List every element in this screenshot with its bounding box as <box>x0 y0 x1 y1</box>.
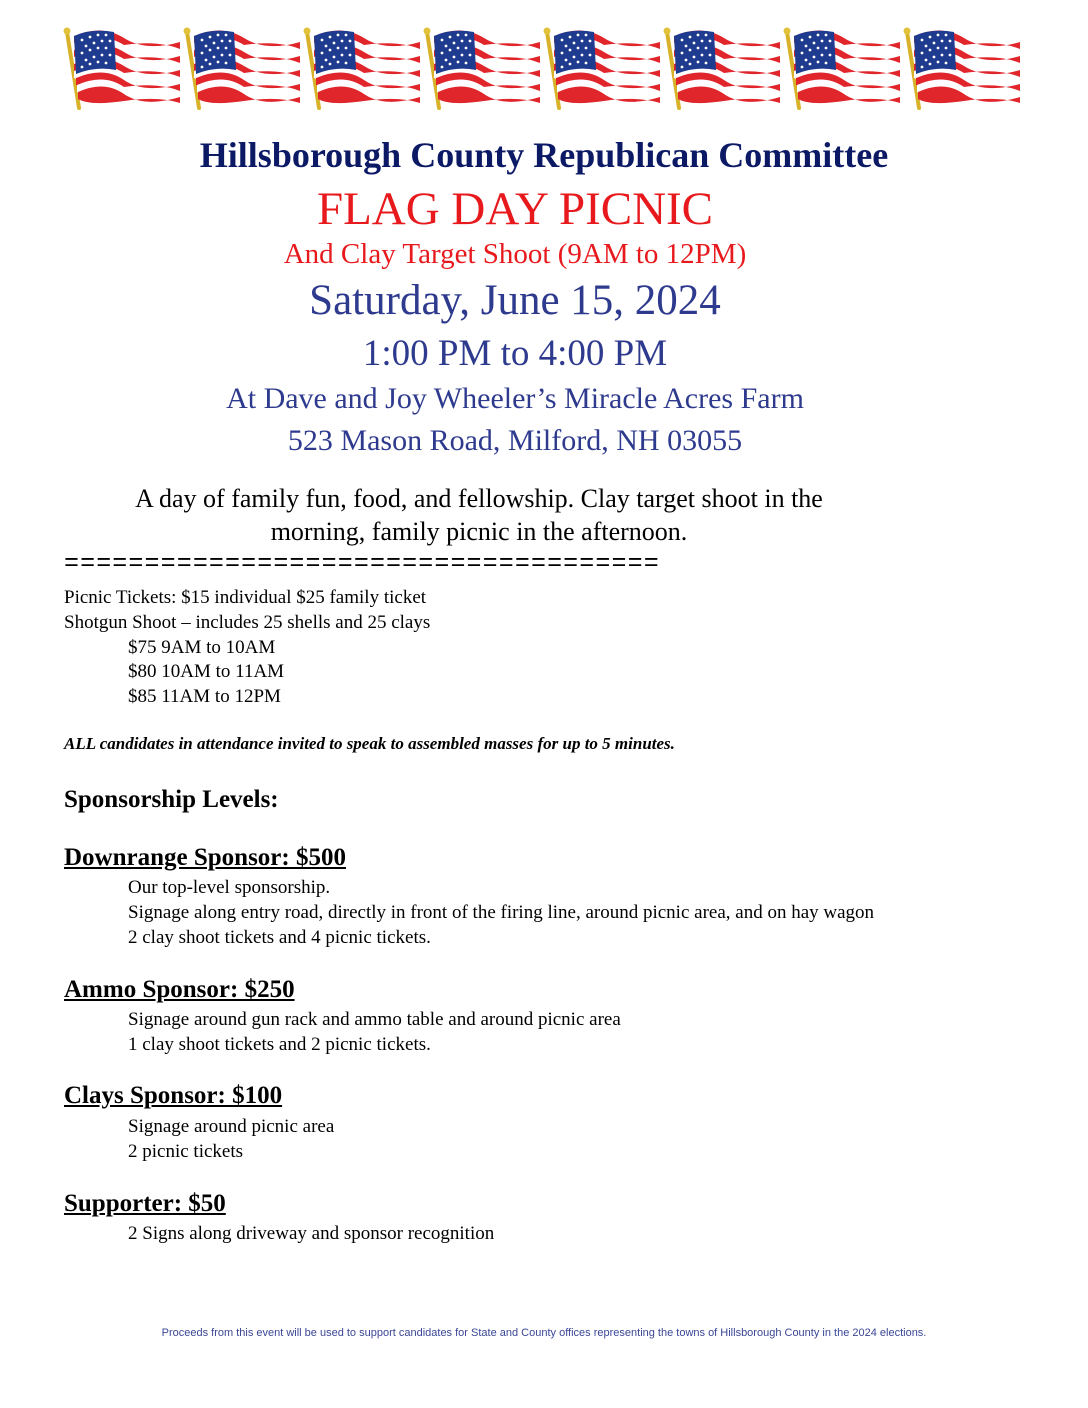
us-flag-icon <box>782 22 906 114</box>
us-flag-icon <box>302 22 426 114</box>
shoot-slot: $85 11AM to 12PM <box>128 686 281 707</box>
sponsor-level-detail: Signage around picnic area <box>128 1116 335 1137</box>
sponsorship-heading: Sponsorship Levels: <box>64 786 279 813</box>
shoot-slot: $80 10AM to 11AM <box>128 661 285 682</box>
flag-banner <box>62 22 1032 114</box>
shotgun-shoot-text: Shotgun Shoot – includes 25 shells and 25 clays <box>64 612 431 633</box>
picnic-tickets-text: Picnic Tickets: $15 individual $25 family ticket <box>64 587 427 608</box>
sponsor-level-title: Supporter: $50 <box>64 1190 226 1217</box>
sponsor-level-detail: 2 Signs along driveway and sponsor recognition <box>128 1223 495 1244</box>
event-time: 1:00 PM to 4:00 PM <box>362 333 668 374</box>
event-date: Saturday, June 15, 2024 <box>309 277 721 324</box>
sponsor-level-detail: 2 clay shoot tickets and 4 picnic tickets. <box>128 927 431 948</box>
sponsor-level-title: Clays Sponsor: $100 <box>64 1082 283 1109</box>
sponsor-level-detail: Signage around gun rack and ammo table and around picnic area <box>128 1009 621 1030</box>
event-venue: At Dave and Joy Wheeler’s Miracle Acres Farm <box>226 382 804 415</box>
sponsor-level-detail: Signage along entry road, directly in front of the firing line, around picnic area, and on hay wagon <box>128 902 875 923</box>
section-divider: ===================================== <box>64 549 660 578</box>
sponsor-level-detail: 2 picnic tickets <box>128 1141 244 1162</box>
sponsor-level-detail: Our top-level sponsorship. <box>128 877 331 898</box>
shoot-slot: $75 9AM to 10AM <box>128 637 276 658</box>
sponsor-level-title: Downrange Sponsor: $500 <box>64 844 346 871</box>
description-line-1: A day of family fun, food, and fellowship. Clay target shoot in the <box>135 484 823 513</box>
footer-note: Proceeds from this event will be used to support candidates for State and County offices representing the towns of Hillsborough County in the 2024 elections. <box>161 1327 927 1339</box>
sponsor-level-title: Ammo Sponsor: $250 <box>64 976 295 1003</box>
sponsor-level-detail: 1 clay shoot tickets and 2 picnic tickets. <box>128 1034 431 1055</box>
candidates-notice: ALL candidates in attendance invited to speak to assembled masses for up to 5 minutes. <box>64 734 675 753</box>
us-flag-icon <box>182 22 306 114</box>
event-title: FLAG DAY PICNIC <box>316 183 714 235</box>
organization-name: Hillsborough County Republican Committee <box>199 135 889 175</box>
us-flag-icon <box>902 22 1026 114</box>
event-subtitle: And Clay Target Shoot (9AM to 12PM) <box>283 238 747 270</box>
us-flag-icon <box>62 22 186 114</box>
us-flag-icon <box>542 22 666 114</box>
event-address: 523 Mason Road, Milford, NH 03055 <box>287 424 743 457</box>
us-flag-icon <box>662 22 786 114</box>
description-line-2: morning, family picnic in the afternoon. <box>270 517 688 546</box>
event-description <box>64 482 894 548</box>
us-flag-icon <box>422 22 546 114</box>
